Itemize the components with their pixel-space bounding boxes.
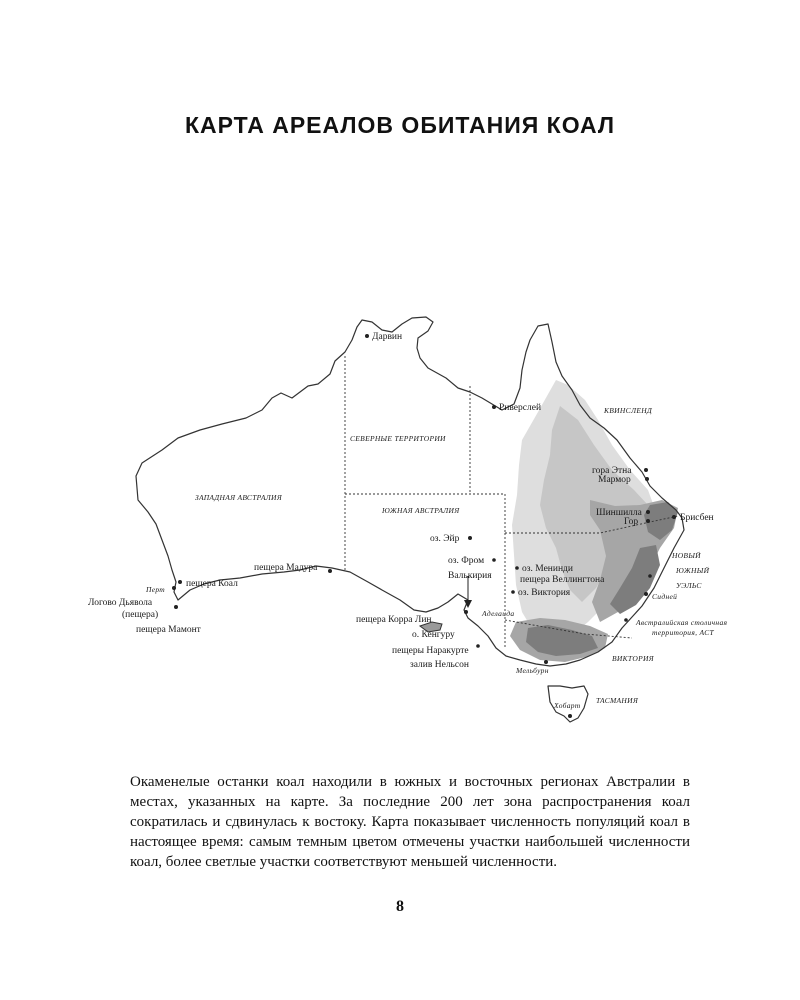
label-adelaide: Аделаида [482, 609, 515, 618]
label-valkyrie: Валькирия [448, 571, 492, 581]
act-marker [624, 618, 628, 622]
marmor-marker [645, 477, 649, 481]
label-darwin: Дарвин [372, 332, 403, 342]
mt-etna-marker [644, 468, 648, 472]
region-western-australia: ЗАПАДНАЯ АВСТРАЛИЯ [195, 493, 282, 502]
label-devils-lair-line2: (пещера) [122, 610, 159, 620]
madura-marker [328, 569, 332, 573]
region-victoria: ВИКТОРИЯ [612, 654, 654, 663]
page-title: КАРТА АРЕАЛОВ ОБИТАНИЯ КОАЛ [184, 112, 616, 138]
region-act-line1: Австралийская столичная [636, 618, 728, 627]
label-nelson-bay: залив Нельсон [410, 660, 469, 670]
label-devils-lair-line1: Логово Дьявола [88, 598, 153, 608]
label-mammoth-cave: пещера Мамонт [136, 625, 201, 635]
region-nsw-line2: ЮЖНЫЙ [676, 566, 710, 575]
gore-marker [646, 519, 650, 523]
devils-lair-marker [174, 605, 178, 609]
brisbane-marker [672, 515, 676, 519]
region-tasmania: ТАСМАНИЯ [596, 696, 639, 705]
region-nsw-line3: УЭЛЬС [676, 581, 702, 590]
label-marmor: Мармор [598, 475, 631, 485]
lake-eyre-marker [468, 536, 472, 540]
wellington-caves-marker [648, 574, 652, 578]
page-number: 8 [396, 898, 404, 915]
chinchilla-marker [646, 510, 650, 514]
label-melbourne: Мельбурн [516, 666, 549, 675]
label-madura: пещера Мадура [254, 563, 318, 573]
region-nsw-line1: НОВЫЙ [672, 551, 701, 560]
koala-cave-marker [178, 580, 182, 584]
label-naracoorte: пещеры Наракурте [392, 646, 469, 656]
label-riversleigh: Риверслей [499, 403, 542, 413]
label-lake-frome: оз. Фром [448, 556, 485, 566]
lake-victoria-marker [511, 590, 515, 594]
label-mt-etna: гора Этна [592, 466, 632, 476]
riversleigh-marker [492, 405, 496, 409]
label-wellington-caves: пещера Веллингтона [520, 575, 605, 585]
lake-menindee-marker [515, 566, 519, 570]
label-gore: Гор [624, 517, 639, 527]
label-lake-menindee: оз. Менинди [522, 564, 573, 574]
perth-marker [172, 586, 176, 590]
region-northern-territory: СЕВЕРНЫЕ ТЕРРИТОРИИ [350, 434, 446, 443]
hobart-marker [568, 714, 572, 718]
melbourne-marker [544, 660, 548, 664]
region-act-line2: территория, АСТ [652, 628, 714, 637]
label-brisbane: Брисбен [680, 513, 714, 523]
label-kangaroo-island: о. Кенгуру [412, 630, 455, 640]
label-lake-eyre: оз. Эйр [430, 534, 460, 544]
map-caption: Окаменелые останки коал находили в южных и восточных регионах Австралии в местах, указанных на карте. За последние 200 лет зона распространения коал сократилась и сдвинулась к востоку. Карта показывает численность популяций коал в настоящее время: самым темным цветом отмечены участки наибольшей численности коал, более светлые участки соответствуют меньшей численности. [130, 774, 690, 870]
region-south-australia: ЮЖНАЯ АВСТРАЛИЯ [382, 506, 460, 515]
label-lake-victoria: оз. Виктория [518, 588, 571, 598]
label-chinchilla: Шиншилла [596, 508, 642, 518]
sydney-marker [644, 592, 648, 596]
adelaide-marker [464, 610, 468, 614]
label-sydney: Сидней [652, 592, 678, 601]
darwin-marker [365, 334, 369, 338]
lake-frome-marker [492, 558, 496, 562]
region-queensland: КВИНСЛЕНД [604, 406, 653, 415]
label-perth: Перт [146, 585, 166, 594]
label-corra-lynn: пещера Корра Лин [356, 615, 432, 625]
label-hobart: Хобарт [554, 701, 581, 710]
naracoorte-marker [476, 644, 480, 648]
label-koala-cave: пещера Коал [186, 579, 238, 589]
